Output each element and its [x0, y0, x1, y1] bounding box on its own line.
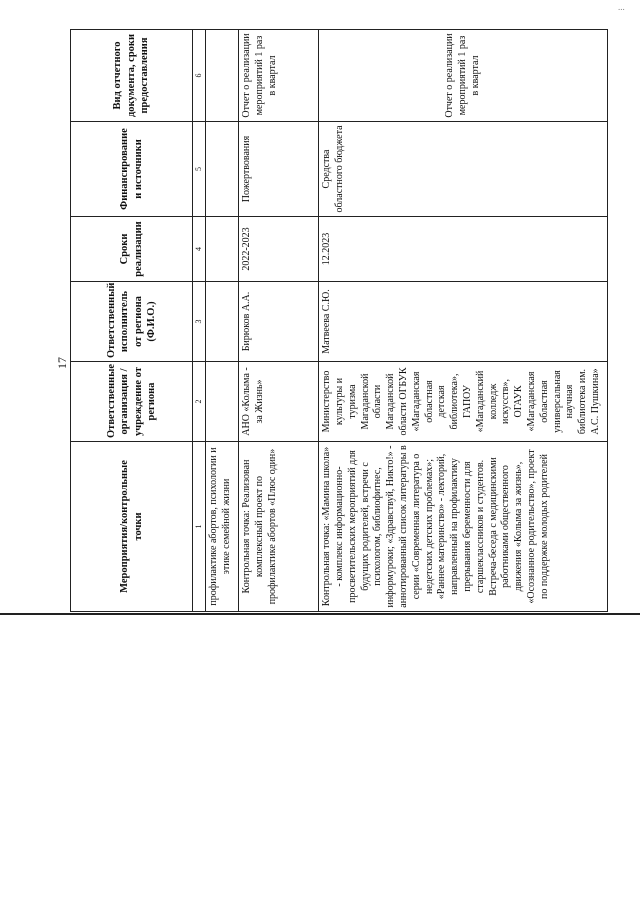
table-rotation-frame: [70, 30, 608, 612]
executor-cell: Матвеева С.Ю.: [319, 282, 608, 362]
column-number: 2: [193, 362, 206, 442]
activity-cell: Контрольная точка: Реализован комплексный проект по профилактике абортов «Плюс один»: [239, 442, 319, 612]
header-financing: Финансирование и источники: [71, 122, 193, 217]
rotated-table-container: [70, 30, 640, 608]
financing-cell: Пожертвования: [239, 122, 319, 217]
empty-cell: [206, 122, 239, 217]
organization-cell: АНО «Колыма - за Жизнь»: [239, 362, 319, 442]
header-organization: Ответственные организация / учреждение от региона: [71, 362, 193, 442]
column-number-row: [193, 30, 206, 612]
empty-cell: [206, 217, 239, 282]
table-row: [239, 30, 319, 612]
section-row: [206, 30, 239, 612]
column-number: 1: [193, 442, 206, 612]
section-text: профилактике абортов, психологии и этике семейной жизни: [206, 442, 239, 612]
events-table: [70, 29, 608, 612]
header-report: Вид отчетного документа, сроки предоставления: [71, 30, 193, 122]
report-cell: Отчет о реализации мероприятий 1 раз в квартал: [319, 30, 608, 122]
organization-cell: Министерство культуры и туризма Магаданской области Магаданской области ОГБУК «Магаданская областная детская библиотека», ГАПОУ «Магаданский колледж искусств», ОГАУК «Магаданская областная универсальная научная библиотека им. А.С. Пушкина»: [319, 362, 608, 442]
empty-cell: [206, 30, 239, 122]
column-number: 5: [193, 122, 206, 217]
financing-cell: Средства областного бюджета: [319, 122, 608, 217]
header-deadline: Сроки реализации: [71, 217, 193, 282]
header-activities: Мероприятия/контрольные точки: [71, 442, 193, 612]
deadline-cell: 2022-2023: [239, 217, 319, 282]
header-row: [71, 30, 193, 612]
column-number: 3: [193, 282, 206, 362]
column-number: 4: [193, 217, 206, 282]
page-number: 17: [55, 357, 69, 369]
executor-cell: Бирюков А.А.: [239, 282, 319, 362]
corner-mark: ...: [618, 2, 625, 12]
deadline-cell: 12.2023: [319, 217, 608, 282]
report-cell: Отчет о реализации мероприятий 1 раз в квартал: [239, 30, 319, 122]
column-number: 6: [193, 30, 206, 122]
empty-cell: [206, 282, 239, 362]
page-divider: [0, 613, 640, 615]
table-row: [319, 30, 608, 612]
empty-cell: [206, 362, 239, 442]
header-executor: Ответственный исполнитель от региона (Ф.И.О.): [71, 282, 193, 362]
activity-cell: Контрольная точка: «Мамина школа» - комплекс информационно-просветительских мероприятий для будущих родителей, встречи с психологом, библиофитнес, информуроки; «Здравствуй, Никто!» - аннотированный список литературы в серии «Современная литература о недетских детских проблемах»; «Раннее материнство» - лекторий, направленный на профилактику прерывания беременности для старшеклассников и студентов. Встреча-беседа с медицинскими работниками общественного движения «Колыма за жизнь», «Осознанное родительство», проект по поддержке молодых родителей: [319, 442, 608, 612]
